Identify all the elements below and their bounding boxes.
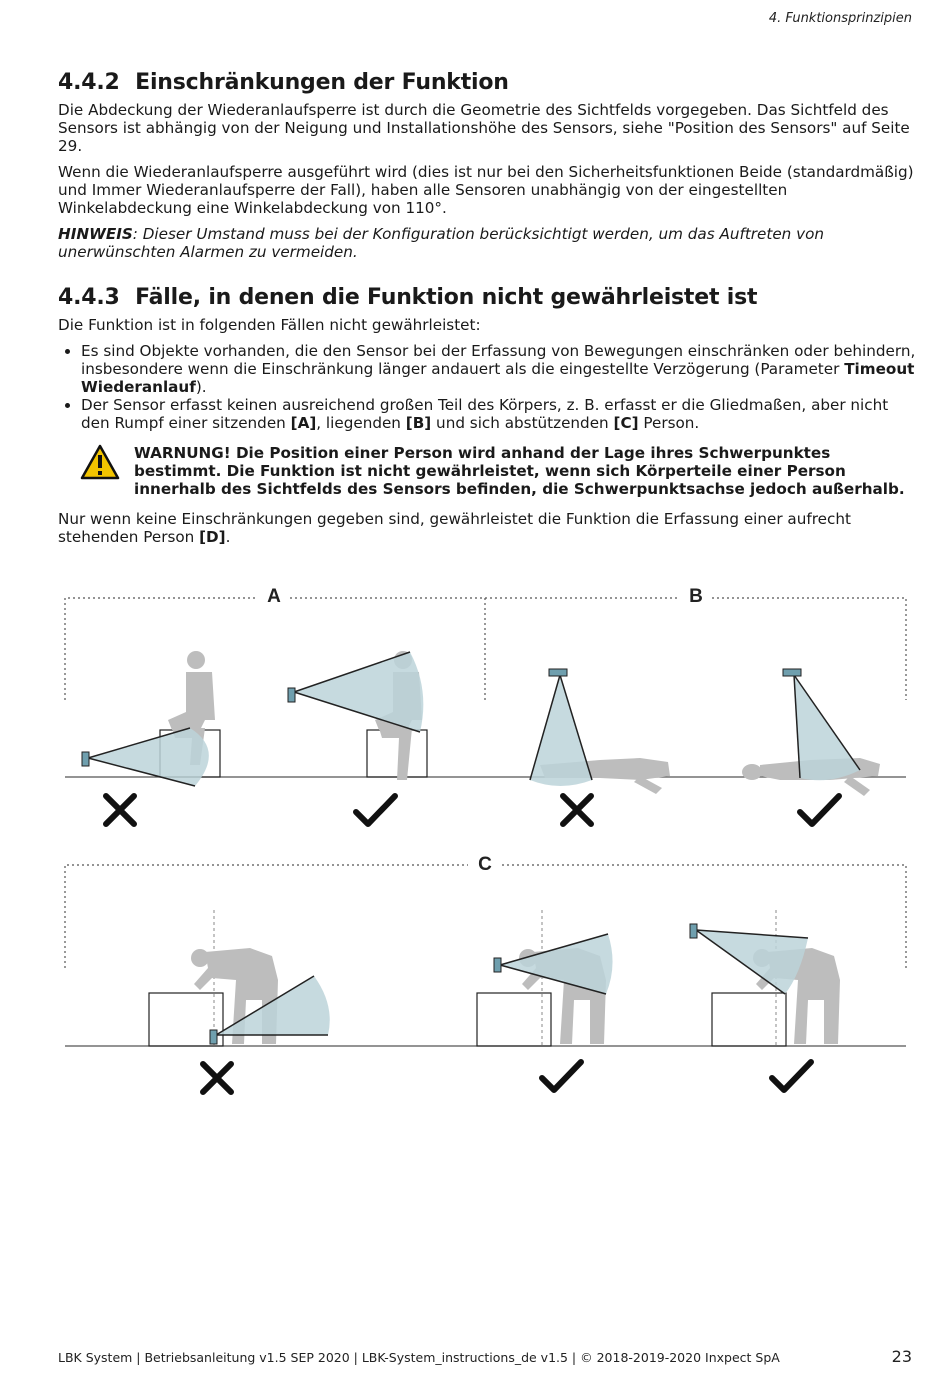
group-label-b: B [689,586,703,607]
case-c3 [690,910,840,1090]
text: Person. [638,414,700,432]
warning-box [80,444,916,498]
text: ). [195,378,207,396]
footer-text: LBK System | Betriebsanleitung v1.5 SEP 2020 | LBK-System_instructions_de v1.5 | © 2018-2019-2020 Inxpect SpA [58,1350,780,1365]
list-item [81,396,916,432]
field-of-view [794,675,860,780]
chapter-header: 4. Funktionsprinzipien [768,11,912,26]
section-title: Fälle, in denen die Funktion nicht gewährleistet ist [135,285,758,310]
check-icon [356,796,395,824]
text: Der Sensor erfasst keinen ausreichend großen Teil des Körpers, z. B. erfasst er die Gliedmaßen, aber nicht den Rumpf einer sitzenden [81,396,889,432]
field-of-view [696,930,808,994]
ref-a: [A] [290,414,317,432]
page-content [58,70,916,554]
ref-c: [C] [613,414,639,432]
ref-d: [D] [199,528,226,546]
page-number: 23 [891,1347,912,1366]
note-text: : Dieser Umstand muss bei der Konfiguration berücksichtigt werden, um das Auftreten von unerwünschten Alarmen zu vermeiden. [58,225,825,261]
sensor [783,669,801,676]
text: , liegenden [316,414,406,432]
paragraph: Die Abdeckung der Wiederanlaufsperre ist durch die Geometrie des Sichtfelds vorgegeben. Das Sichtfeld des Sensors ist abhängig von der Neigung und Installationshöhe des Sensors, siehe "Position des Sensors" auf Seite 29. [58,101,910,155]
sensor [288,688,295,702]
check-icon [542,1062,581,1090]
group-label-c: C [478,854,492,875]
parameter-name: Timeout Wiederanlauf [81,360,915,396]
warning-text: WARNUNG! Die Position einer Person wird anhand der Lage ihres Schwerpunktes bestimmt. Die Funktion ist nicht gewährleistet, wenn sich Körperteile einer Person innerhalb des Sichtfelds des Sensors befinden, die Schwerpunktsachse jedoch außerhalb. [134,444,905,498]
box [712,993,786,1046]
box [477,993,551,1046]
check-icon [772,1062,811,1090]
case-a2 [288,651,427,824]
text: Nur wenn keine Einschränkungen gegeben sind, gewährleistet die Funktion die Erfassung einer aufrecht stehenden Person [58,510,851,546]
section-heading-442 [58,70,916,95]
cross-icon [106,796,134,824]
field-of-view [294,652,423,732]
cross-icon [203,1064,231,1092]
list-item [81,342,916,396]
section-heading-443 [58,285,916,310]
case-b1 [530,669,670,824]
page-footer [58,1347,912,1366]
check-icon [800,796,839,824]
sensor [82,752,89,766]
case-c2 [477,910,613,1090]
note-label: HINWEIS [58,225,133,243]
warning-icon [80,444,120,480]
paragraph: Die Funktion ist in folgenden Fällen nicht gewährleistet: [58,316,481,334]
field-of-view [530,675,592,786]
section-number: 4.4.3 [58,285,120,310]
case-list [58,342,916,432]
cross-icon [563,796,591,824]
text: Es sind Objekte vorhanden, die den Sensor bei der Erfassung von Bewegungen einschränken oder behindern, insbesondere wenn die Einschränkung länger andauert als die eingestellte Verzögerung (Parameter [81,342,916,378]
sensor [690,924,697,938]
paragraph: Wenn die Wiederanlaufsperre ausgeführt wird (dies ist nur bei den Sicherheitsfunktionen Beide (standardmäßig) und Immer Wiederanlaufsperre der Fall), haben alle Sensoren unabhängig von der eingestellten Winkelabdeckung eine Winkelabdeckung von 110°. [58,163,914,217]
case-a1 [82,651,220,824]
group-label-a: A [267,586,281,607]
sensor [210,1030,217,1044]
sensor [494,958,501,972]
section-title: Einschränkungen der Funktion [135,70,509,95]
ref-b: [B] [405,414,432,432]
case-c1 [149,910,330,1092]
case-b2 [742,669,880,824]
text: . [225,528,231,546]
note-paragraph [58,225,916,261]
section-number: 4.4.2 [58,70,120,95]
text: und sich abstützenden [431,414,614,432]
sensor [549,669,567,676]
detection-cases-figure [0,580,950,1120]
paragraph [58,510,916,546]
field-of-view [500,934,613,994]
